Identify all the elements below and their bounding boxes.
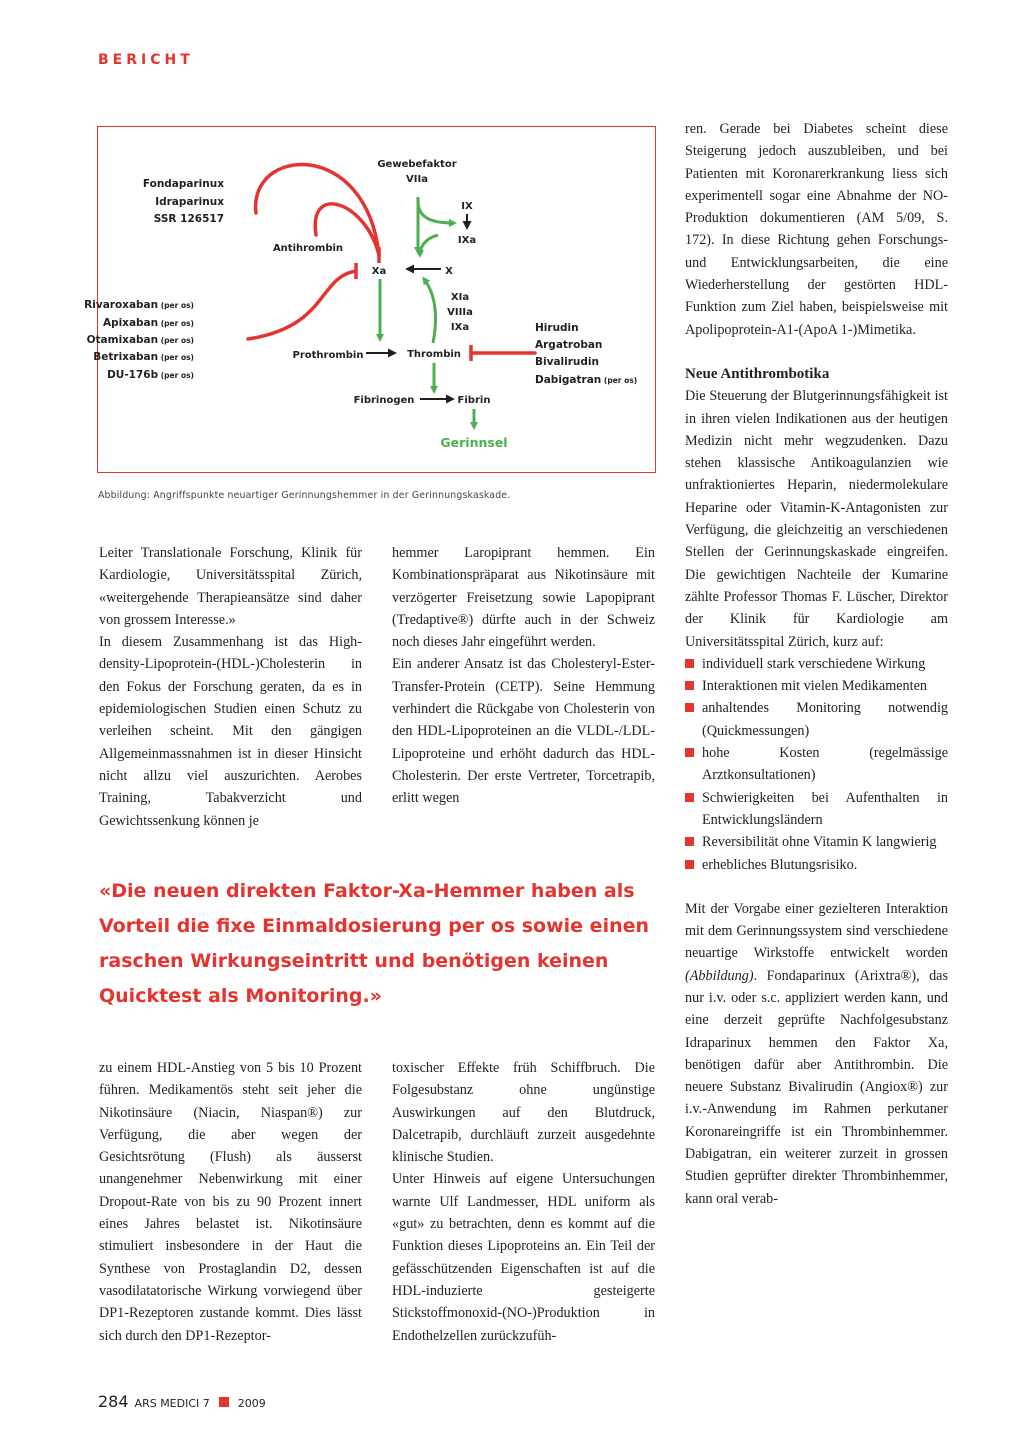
label-viiia: VIIIa xyxy=(447,307,473,318)
paragraph: Unter Hinweis auf eigene Untersuchungen warnte Ulf Landmesser, HDL uniform als «gut» zu betrachten, denn es kommt auf die Funktion dieses Lipoproteins an. Ein Teil der gefässchützenden Eigenschaften ist auf die HDL-induzierte gesteigerte Stickstoffmonoxid-(NO-)Produktion in Endothelzellen zurückzufüh- xyxy=(392,1171,655,1344)
column-3 xyxy=(685,118,948,1210)
paragraph: hemmer Laropiprant hemmen. Ein Kombinationspräparat aus Nikotinsäure mit verzögerter Freisetzung sowie Lapopiprant (Tredaptive®) dürfte auch in der Schweiz noch dieses Jahr eingeführt werden. xyxy=(392,545,655,651)
list-item: anhaltendes Monitoring notwendig (Quickmessungen) xyxy=(685,697,948,742)
drug-otamixaban: Otamixaban (per os) xyxy=(86,334,194,346)
paragraph: Leiter Translationale Forschung, Klinik für Kardiologie, Universitätsspital Zürich, «weitergehende Therapieansätze sind daher von grossem Interesse.» xyxy=(99,545,362,628)
arrow-viia-ix xyxy=(418,201,454,223)
drug-ssr126517: SSR 126517 xyxy=(153,213,224,225)
paragraph: ren. Gerade bei Diabetes scheint diese Steigerung jedoch auszubleiben, und bei Patienten mit Koronarerkrankung liess sich experimentell sogar eine Abnahme der NO-Produktion dokumentieren (AM 5/09, S. 172). In diese Richtung gehen Forschungs- und Entwicklungsarbeiten, die eine Wiederherstellung der gestörten HDL-Funktion zum Ziel haben, beispielsweise mit Apolipoprotein-A1-(ApoA 1-)Mimetika. xyxy=(685,121,948,338)
paragraph: Die Steuerung der Blutgerinnungsfähigkeit ist in ihren vielen Indikationen aus der heutigen Medizin nicht mehr wegzudenken. Dazu stehen klassische Antikoagulanzien wie unfraktioniertes Heparin, niedermolekulare Heparine oder Vitamin-K-Antagonisten zur Verfügung, die gleichzeitig an verschiedenen Stellen der Gerinnungskaskade eingreifen. Die gewichtigen Nachteile der Kumarine zählte Professor Thomas F. Lüscher, Direktor der Klinik für Kardiologie am Universitätsspital Zürich, kurz auf: xyxy=(685,388,948,650)
paragraph: Ein anderer Ansatz ist das Cholesteryl-Ester-Transfer-Protein (CETP). Seine Hemmung verhindert die Rückgabe von Cholesterin von den HDL-Lipoproteinen an die VLDL-/LDL-Lipoproteine und erhöht dadurch das HDL-Cholesterin. Der erste Vertreter, Torcetrapib, erlitt wegen xyxy=(392,656,655,807)
figure-caption: Abbildung: Angriffspunkte neuartiger Gerinnungshemmer in der Gerinnungskaskade. xyxy=(98,490,511,501)
drug-betrixaban: Betrixaban (per os) xyxy=(93,351,194,363)
inhibit-curve-indirect xyxy=(256,164,379,255)
column-2-bottom xyxy=(392,1057,655,1347)
column-1-bottom xyxy=(99,1057,362,1347)
label-fibrinogen: Fibrinogen xyxy=(353,395,415,406)
pull-quote: «Die neuen direkten Faktor-Xa-Hemmer haben als Vorteil die fixe Einmaldosierung per os sowie einen raschen Wirkungseintritt und benötigen keinen Quicktest als Monitoring.» xyxy=(99,880,650,1007)
list-item: individuell stark verschiedene Wirkung xyxy=(685,653,948,675)
drug-dabigatran: Dabigatran (per os) xyxy=(535,374,638,386)
label-fibrin: Fibrin xyxy=(457,395,491,406)
coagulation-cascade-diagram xyxy=(84,127,657,474)
thrombin-inhibitor-list xyxy=(535,322,637,386)
arrow-ixa-x xyxy=(420,235,438,255)
drug-bivalirudin: Bivalirudin xyxy=(535,356,599,368)
paragraph: In diesem Zusammenhang ist das High-density-Lipoprotein-(HDL-)Cholesterin in den Fokus der Forschung geraten, da es in epidemiologischen Studien einen Schutz zu verleihen scheint. Mit den gängigen Allgemeinmassnahmen ist in dieser Hinsicht nicht allzu viel auszurichten. Aerobes Training, Tabakverzicht und Gewichtssenkung können je xyxy=(99,634,362,829)
journal-name: ARS MEDICI 7 xyxy=(134,1397,210,1410)
bullet-square-icon xyxy=(685,659,694,668)
bullet-square-icon xyxy=(685,703,694,712)
drug-fondaparinux: Fondaparinux xyxy=(142,178,224,190)
page-footer xyxy=(98,1392,266,1411)
paragraph: Mit der Vorgabe einer gezielteren Interaktion mit dem Gerinnungssystem sind verschiedene neuartige Wirkstoffe entwickelt worden (Abbildung). Fondaparinux (Arixtra®), das nur i.v. oder s.c. appliziert werden kann, und eine derzeit geprüfte Nachfolgesubstanz Idraparinux hemmen den Faktor Xa, benötigen dafür aber Antithrombin. Die neuere Substanz Bivalirudin (Angiox®) zur i.v.-Anwendung im Rahmen perkutaner Koronareingriffe ist ein Thrombinhemmer. Dabigatran, ein weiterer zurzeit in grossen Studien geprüfter direkter Thrombinhemmer, kann oral verab- xyxy=(685,900,948,1207)
paragraph: zu einem HDL-Anstieg von 5 bis 10 Prozent führen. Medikamentös steht seit jeher die Nikotinsäure (Niacin, Niaspan®) zur Verfügung, die aber wegen der Gesichtsrötung (Flush) als äusserst unangenehmer Nebenwirkung mit einer Dropout-Rate von bis zu 90 Prozent innert eines Jahres belastet ist. Nikotinsäure stimuliert insbesondere in der Haut die Synthese von Prostaglandin D2, dessen vasodilatatorische Wirkung vorwiegend über DP1-Rezeptoren zustande kommt. Dies lässt sich durch den DP1-Rezeptor- xyxy=(99,1060,362,1344)
label-x: X xyxy=(445,266,453,277)
label-thrombin: Thrombin xyxy=(407,349,461,360)
label-ixa-2: IXa xyxy=(450,322,470,333)
xa-inhibitor-list xyxy=(84,299,194,381)
drug-hirudin: Hirudin xyxy=(535,322,579,334)
bullet-square-icon xyxy=(685,860,694,869)
section-header: BERICHT xyxy=(98,52,194,68)
drug-du176b: DU-176b (per os) xyxy=(107,369,194,381)
journal-year: 2009 xyxy=(237,1397,266,1410)
list-item: Reversibilität ohne Vitamin K langwierig xyxy=(685,831,948,853)
bullet-square-icon xyxy=(685,681,694,690)
column-1-top xyxy=(99,542,362,832)
paragraph: toxischer Effekte früh Schiffbruch. Die Folgesubstanz ohne ungünstige Auswirkungen auf den Blutdruck, Dalcetrapib, durchläuft zurzeit ausgedehnte klinische Studien. xyxy=(392,1060,655,1166)
section-heading: Neue Antithrombotika xyxy=(685,365,830,382)
drug-idraparinux: Idraparinux xyxy=(155,196,224,208)
page-number: 284 xyxy=(98,1392,129,1411)
footer-square-icon xyxy=(219,1397,229,1407)
label-ix: IX xyxy=(461,201,473,212)
label-gerinnsel: Gerinnsel xyxy=(440,435,508,450)
coagulation-figure xyxy=(84,126,656,473)
label-xia: XIa xyxy=(450,292,470,303)
list-item: hohe Kosten (regelmässige Arztkonsultationen) xyxy=(685,742,948,787)
label-ixa: IXa xyxy=(457,235,477,246)
bullet-square-icon xyxy=(685,793,694,802)
bullet-square-icon xyxy=(685,748,694,757)
bullet-square-icon xyxy=(685,837,694,846)
label-prothrombin: Prothrombin xyxy=(292,350,364,361)
label-xa: Xa xyxy=(371,266,387,277)
inhibit-curve-xa xyxy=(248,271,356,339)
arrow-thrombin-xia xyxy=(424,279,436,343)
drug-argatroban: Argatroban xyxy=(535,339,603,351)
label-viia: VIIa xyxy=(406,174,428,185)
label-antithrombin: Antihrombin xyxy=(272,243,344,254)
indirect-inhibitor-list xyxy=(143,178,224,225)
drug-rivaroxaban: Rivaroxaban (per os) xyxy=(84,299,194,311)
figure-reference: (Abbildung) xyxy=(685,967,754,984)
drug-apixaban: Apixaban (per os) xyxy=(102,317,194,329)
list-item: Schwierigkeiten bei Aufenthalten in Entwicklungsländern xyxy=(685,787,948,832)
list-item: Interaktionen mit vielen Medikamenten xyxy=(685,675,948,697)
list-item: erhebliches Blutungsrisiko. xyxy=(685,854,948,876)
column-2-top xyxy=(392,542,655,810)
bullet-list xyxy=(685,653,948,876)
label-gewebefaktor: Gewebefaktor xyxy=(377,159,457,170)
